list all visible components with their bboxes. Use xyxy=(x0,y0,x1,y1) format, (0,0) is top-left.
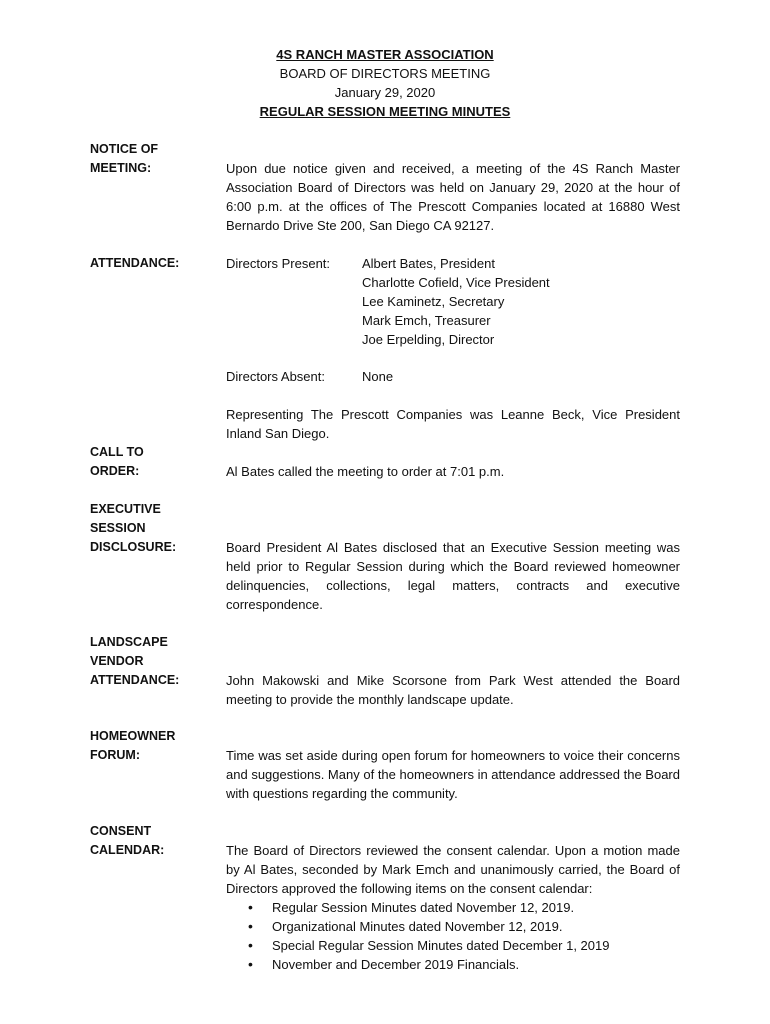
landscape-text: John Makowski and Mike Scorsone from Park West attended the Board meeting to provide the monthly landscape update. xyxy=(226,673,680,707)
attendance-label: ATTENDANCE: xyxy=(90,256,180,270)
document-header xyxy=(0,45,770,121)
directors-absent-label: Directors Absent: xyxy=(226,369,325,384)
list-item: • Regular Session Minutes dated November 12, 2019. xyxy=(226,898,680,917)
director-item: Lee Kaminetz, Secretary xyxy=(362,294,505,309)
consent-label xyxy=(90,822,220,860)
landscape-label xyxy=(90,633,220,690)
executive-label-line3: DISCLOSURE: xyxy=(90,540,177,554)
call-to-order-label-line2: ORDER: xyxy=(90,464,140,478)
consent-label-line1: CONSENT xyxy=(90,824,152,838)
executive-label xyxy=(90,500,220,557)
forum-label-line1: HOMEOWNER xyxy=(90,729,176,743)
director-item: Albert Bates, President xyxy=(362,256,495,271)
call-to-order-label-line1: CALL TO xyxy=(90,445,144,459)
directors-present-label: Directors Present: xyxy=(226,256,331,271)
directors-absent-value: None xyxy=(362,369,394,384)
list-item: • Organizational Minutes dated November 12, 2019. xyxy=(226,917,680,936)
director-item: Charlotte Cofield, Vice President xyxy=(362,275,550,290)
consent-text xyxy=(226,841,680,974)
forum-label-line2: FORUM: xyxy=(90,748,140,762)
notice-text: Upon due notice given and received, a meeting of the 4S Ranch Master Association Board of Directors was held on January 29, 2020 at the hour of 6:00 p.m. at the offices of The Prescott Companies located at 16880 West Bernardo Drive Ste 200, San Diego CA 92127. xyxy=(226,161,680,233)
director-item: Mark Emch, Treasurer xyxy=(362,313,491,328)
forum-label xyxy=(90,727,220,765)
call-to-order-label xyxy=(90,443,220,481)
directors-present-list xyxy=(362,254,550,349)
landscape-label-line2: VENDOR xyxy=(90,654,144,668)
executive-label-line2: SESSION xyxy=(90,521,146,535)
representing-text: Representing The Prescott Companies was Leanne Beck, Vice President Inland San Diego. xyxy=(226,407,680,441)
list-item: • November and December 2019 Financials. xyxy=(226,955,680,974)
consent-items-list xyxy=(226,898,680,974)
director-item: Joe Erpelding, Director xyxy=(362,332,495,347)
meeting-title: BOARD OF DIRECTORS MEETING xyxy=(279,66,491,81)
notice-label-line2: MEETING: xyxy=(90,161,152,175)
call-to-order-text: Al Bates called the meeting to order at 7:01 p.m. xyxy=(226,464,505,479)
meeting-date: January 29, 2020 xyxy=(334,85,436,100)
executive-label-line1: EXECUTIVE xyxy=(90,502,161,516)
minutes-subtitle: REGULAR SESSION MEETING MINUTES xyxy=(259,104,511,119)
landscape-label-line3: ATTENDANCE: xyxy=(90,673,180,687)
executive-text: Board President Al Bates disclosed that an Executive Session meeting was held prior to Regular Session during which the Board reviewed homeowner delinquencies, collections, legal matters, contracts and executive correspondence. xyxy=(226,540,680,612)
org-title: 4S RANCH MASTER ASSOCIATION xyxy=(276,47,494,62)
notice-label-line1: NOTICE OF xyxy=(90,142,159,156)
consent-paragraph: The Board of Directors reviewed the consent calendar. Upon a motion made by Al Bates, seconded by Mark Emch and unanimously carried, the Board of Directors approved the following items on the consent calendar: xyxy=(226,843,680,896)
landscape-label-line1: LANDSCAPE xyxy=(90,635,168,649)
notice-label xyxy=(90,140,220,178)
consent-label-line2: CALENDAR: xyxy=(90,843,165,857)
forum-text: Time was set aside during open forum for homeowners to voice their concerns and suggestions. Many of the homeowners in attendance addressed the Board with questions regarding the community. xyxy=(226,748,680,801)
list-item: • Special Regular Session Minutes dated December 1, 2019 xyxy=(226,936,680,955)
